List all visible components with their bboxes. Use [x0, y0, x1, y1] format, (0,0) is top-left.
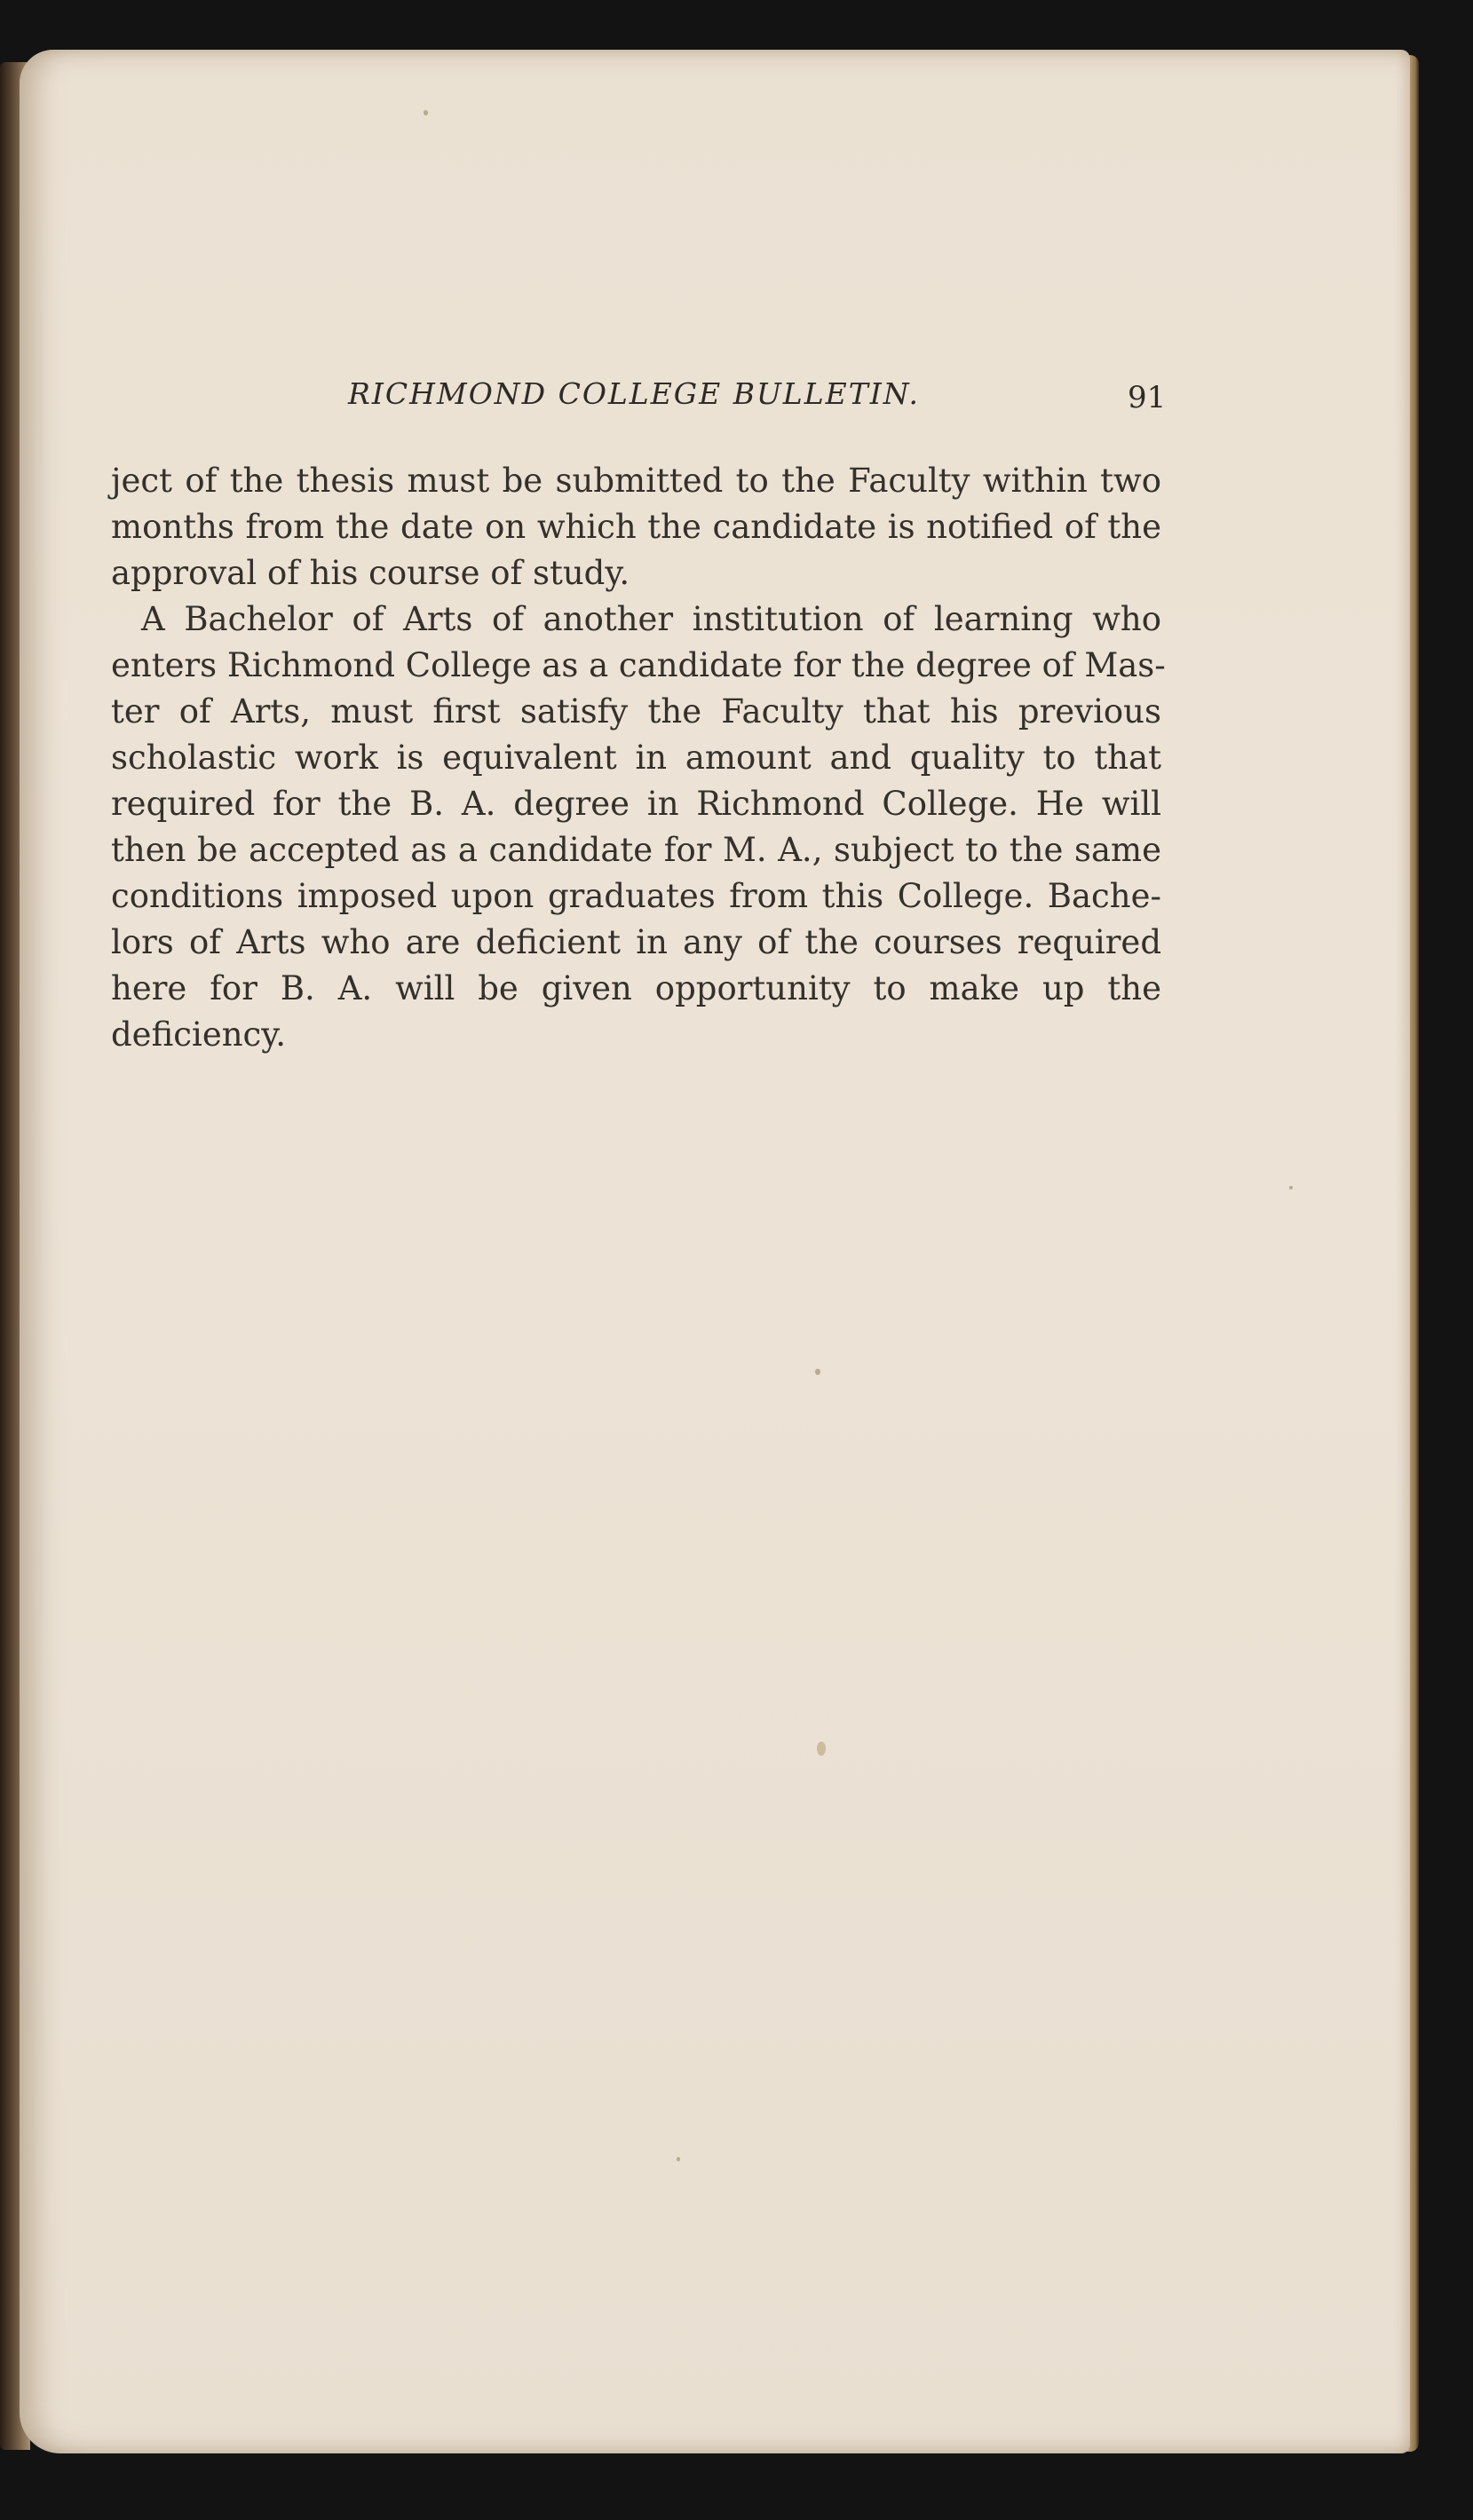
text-line: scholastic work is equivalent in amount and quality to that [111, 739, 1161, 777]
text-line: then be accepted as a candidate for M. A., subject to the same [111, 831, 1161, 869]
text-line: lors of Arts who are deficient in any of the courses required [111, 923, 1161, 961]
paper-speck [817, 1742, 826, 1756]
text-line: conditions imposed upon graduates from this College. Bache- [111, 877, 1161, 915]
text-line: ject of the thesis must be submitted to the Faculty within two [111, 462, 1161, 500]
text-line: required for the B. A. degree in Richmond College. He will [111, 785, 1161, 823]
paper-speck [424, 110, 428, 115]
paper-speck [677, 2157, 680, 2161]
page-sheet [20, 50, 1410, 2453]
running-head: RICHMOND COLLEGE BULLETIN. [348, 376, 921, 411]
text-line: enters Richmond College as a candidate for the degree of Mas- [111, 646, 1166, 684]
text-line: deficiency. [111, 1015, 287, 1054]
paragraph-1 [111, 458, 1161, 596]
text-line: here for B. A. will be given opportunity to make up the [111, 969, 1161, 1007]
body-text [111, 458, 1166, 1058]
paper-speck [815, 1369, 820, 1375]
text-line: approval of his course of study. [111, 554, 630, 592]
text-line: A Bachelor of Arts of another institution of learning who [141, 600, 1161, 638]
page-number: 91 [1128, 380, 1167, 415]
text-line: months from the date on which the candidate is notified of the [111, 508, 1161, 546]
paragraph-2 [111, 596, 1166, 1058]
paper-speck [1289, 1186, 1293, 1189]
text-line: ter of Arts, must first satisfy the Faculty that his previous [111, 692, 1161, 731]
